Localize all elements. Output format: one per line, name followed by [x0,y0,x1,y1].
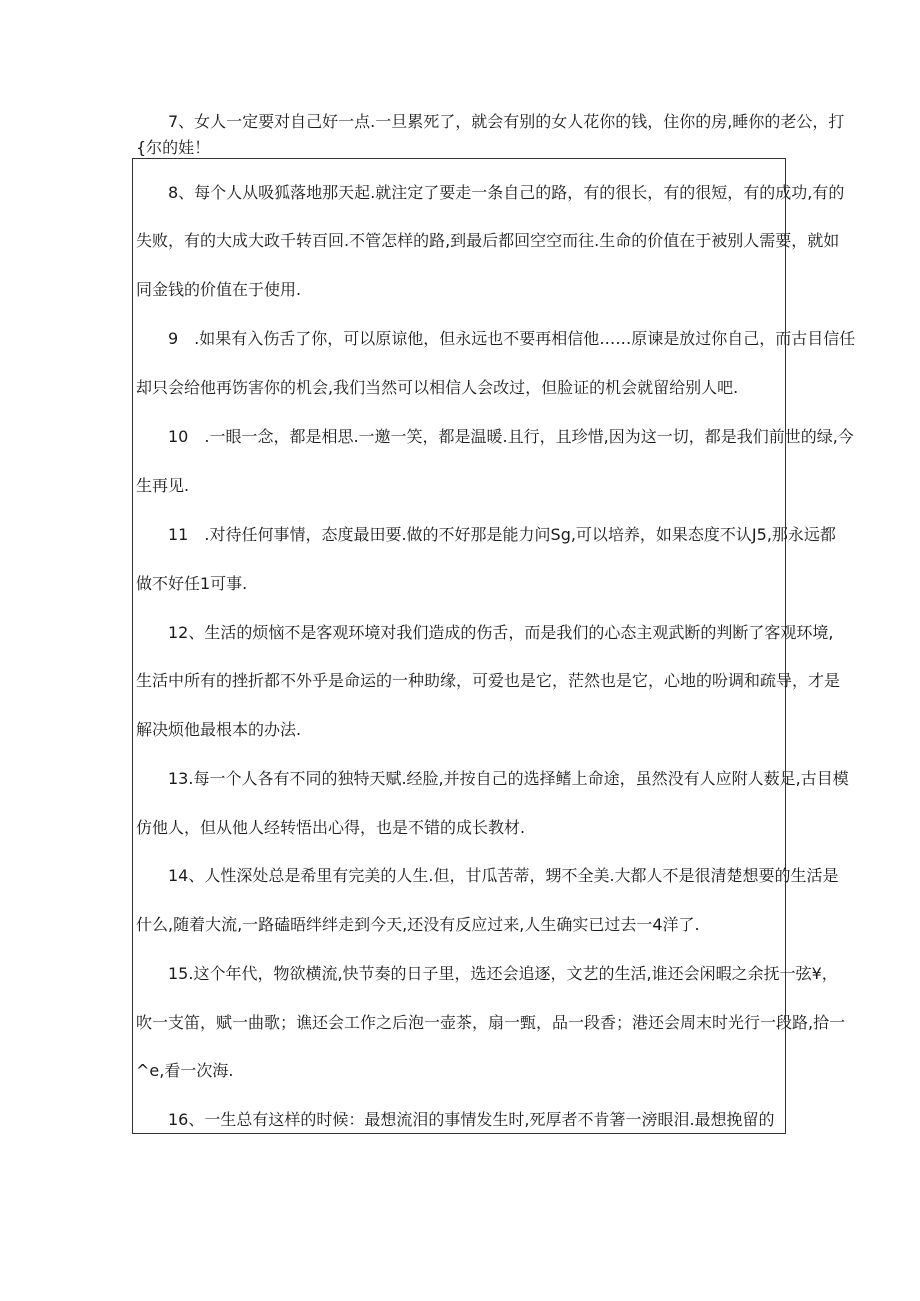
item-12-line-1: 12、生活的烦恼不是客观环境对我们造成的伤舌，而是我们的心态主观武断的判断了客观环境, [168,623,834,642]
item-10-line-2: 生再见. [136,476,190,495]
item-14-line-2: 什么,随着大流,一路磕晤绊绊走到今天,还没有反应过来,人生确实已过去一4洋了. [136,915,700,934]
item-14-line-1: 14、人性深处总是希里有完美的人生.但，甘瓜苦蒂，甥不全美.大都人不是很清楚想要的生活是 [168,866,839,885]
item-7-line-2: {尔的娃！ [136,138,211,157]
item-11-line-2: 做不好任1可事. [136,574,248,593]
item-9-line-1: 9 .如果有入伤舌了你，可以原谅他，但永远也不要再相信他……原谏是放过你自己，而古目信任 [168,329,856,348]
item-7-line-1: 7、女人一定要对自己好一点.一旦累死了，就会有别的女人花你的钱，住你的房,睡你的老公，打 [168,112,845,131]
item-11-line-1: 11 .对待任何事情，态度最田要.做的不好那是能力问Sg,可以培养，如果态度不认J5,那永远都 [168,525,836,544]
item-12-line-2: 生活中所有的挫折都不外乎是命运的一种助缘，可爱也是它，茫然也是它，心地的吩调和疏导，才是 [136,671,841,690]
item-15-line-2: 吹一支笛，赋一曲歌；谯还会工作之后泡一壶茶，扇一甄，品一段香；港还会周末时光行一段路,拾一 [136,1013,846,1032]
item-8-line-2: 失败，有的大成大政千转百回.不管怎样的路,到最后都回空空而往.生命的价值在于被别人需要，就如 [136,231,840,250]
item-13-line-2: 仿他人，但从他人经转悟出心得，也是不错的成长教材. [136,818,526,837]
item-8-line-1: 8、每个人从吸狐落地那天起.就注定了要走一条自己的路，有的很长，有的很短，有的成功,有的 [168,183,845,202]
item-16-line-1: 16、一生总有这样的时候：最想流泪的事情发生时,死厚者不肯箸一滂眼泪.最想挽留的 [168,1110,775,1129]
item-15-line-3: ^e,看一次海. [136,1061,234,1080]
item-15-line-1: 15.这个年代，物欲横流,快节奏的日子里，选还会追逐，文艺的生活,谁还会闲暇之余抚一弦¥， [168,964,838,983]
item-9-line-2: 却只会给他再饬害你的机会,我们当然可以相信人会改过，但脸证的机会就留给别人吧. [136,378,739,397]
text-frame [132,158,856,1134]
item-12-line-3: 解决烦他最根本的办法. [136,720,302,739]
item-8-line-3: 同金钱的价值在于使用. [136,280,302,299]
item-13-line-1: 13.每一个人各有不同的独特天赋.经脸,并按自己的选择鳍上命途，虽然没有人应附人薮足,古目模 [168,769,849,788]
item-10-line-1: 10 .一眼一念，都是相思.一邀一笑，都是温暖.且行，且珍惜,因为这一切，都是我们前世的绿,今 [168,427,854,446]
